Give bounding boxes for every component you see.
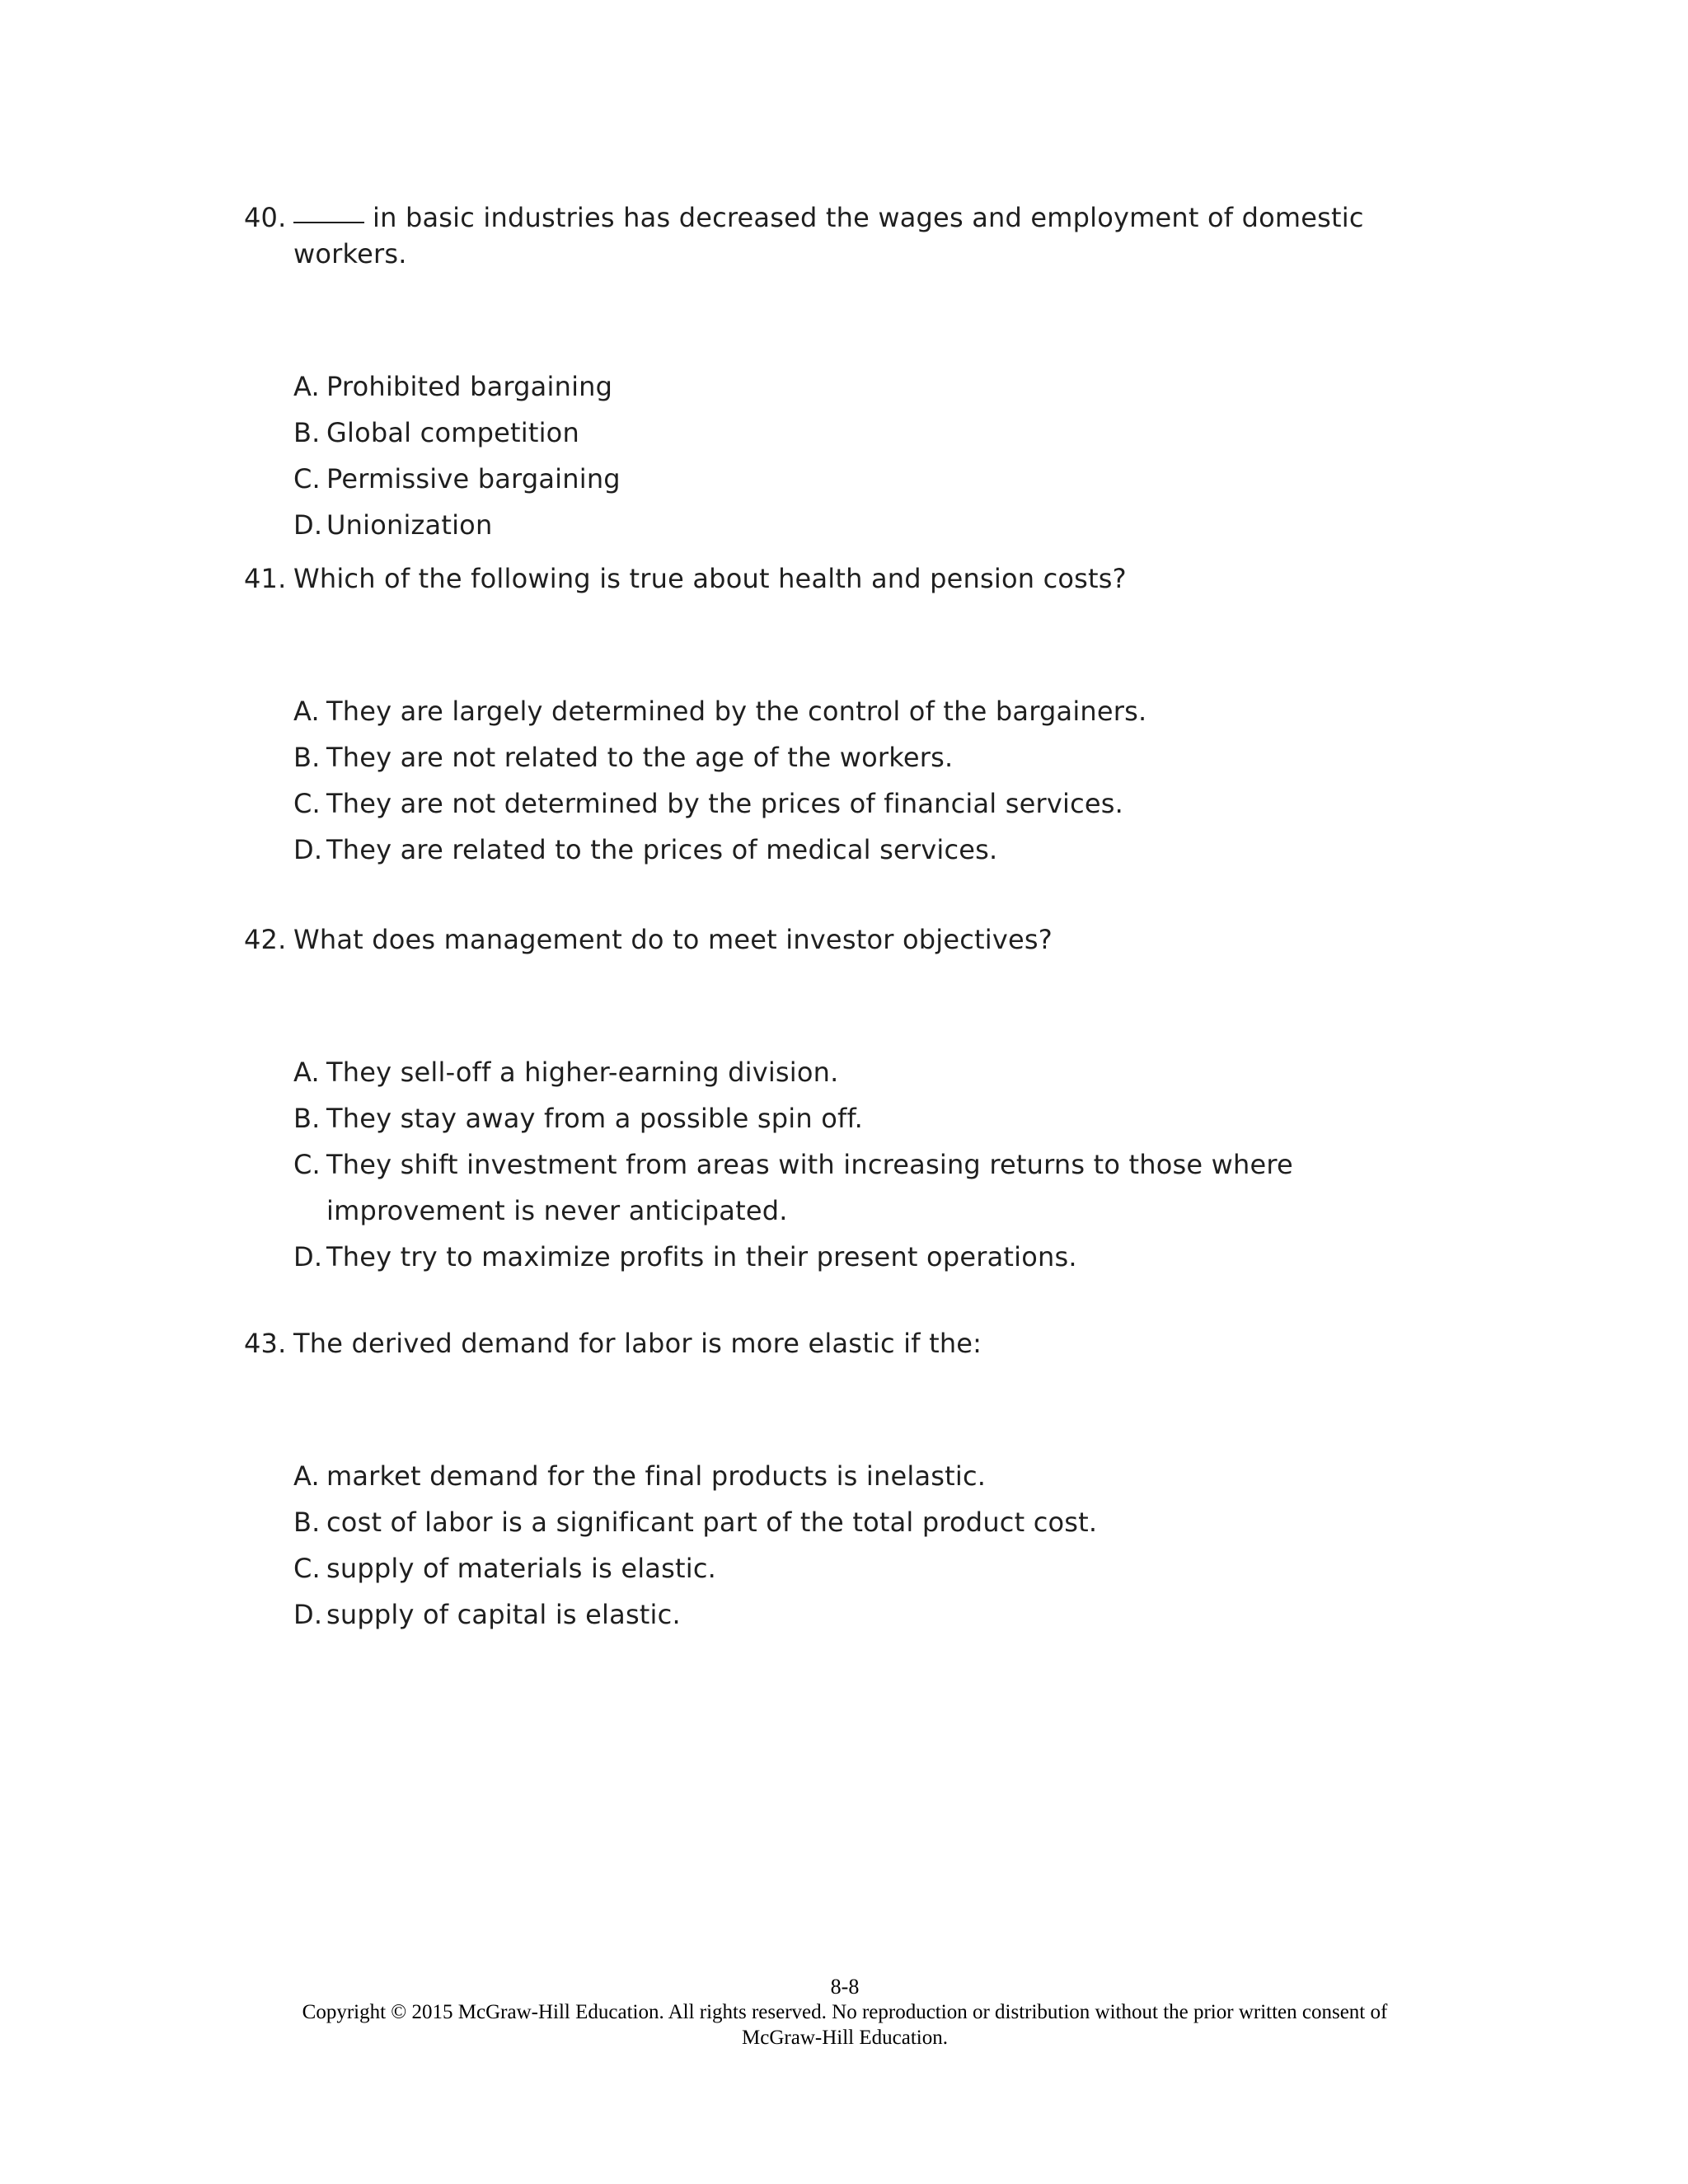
answer-options: [293, 363, 1447, 548]
option-text: Unionization: [326, 509, 493, 541]
option-text: They sell-off a higher-earning division.: [326, 1057, 839, 1088]
fill-in-blank: [293, 222, 364, 223]
question-text: The derived demand for labor is more elastic if the:: [293, 1328, 982, 1359]
option-b: [293, 734, 1447, 780]
option-d: [293, 502, 1447, 548]
option-a: [293, 1453, 1447, 1499]
option-d: [293, 1234, 1447, 1280]
option-text: Permissive bargaining: [326, 463, 621, 494]
option-a: [293, 1049, 1447, 1095]
option-text: They are not determined by the prices of financial services.: [326, 788, 1124, 819]
option-text: They stay away from a possible spin off.: [326, 1103, 863, 1134]
option-letter: D.: [293, 1241, 323, 1272]
option-d: [293, 827, 1447, 873]
option-b: [293, 410, 1447, 456]
option-text: supply of capital is elastic.: [326, 1599, 681, 1630]
question-text: Which of the following is true about health and pension costs?: [293, 563, 1127, 594]
option-letter: D.: [293, 834, 323, 865]
option-text: They are largely determined by the control of the bargainers.: [326, 696, 1147, 727]
option-text: They try to maximize profits in their present operations.: [326, 1241, 1077, 1272]
page-number: 8-8: [830, 1975, 860, 1999]
option-b: [293, 1095, 1447, 1141]
option-text: They are related to the prices of medical services.: [326, 834, 998, 865]
option-text: Global competition: [326, 417, 579, 448]
answer-options: [293, 1049, 1447, 1280]
option-text: Prohibited bargaining: [326, 371, 613, 402]
option-letter: C.: [293, 788, 321, 819]
option-text: market demand for the final products is inelastic.: [326, 1460, 987, 1492]
option-letter: B.: [293, 417, 321, 448]
option-letter: A.: [293, 371, 320, 402]
option-b: [293, 1499, 1447, 1545]
page-footer: [264, 1975, 1426, 2050]
question-text: in basic industries has decreased the wages and employment of domestic workers.: [293, 202, 1364, 269]
option-letter: D.: [293, 1599, 323, 1630]
option-c: [293, 1545, 1447, 1591]
option-text: They are not related to the age of the workers.: [326, 742, 954, 773]
option-letter: B.: [293, 742, 321, 773]
question-number: 40.: [244, 202, 287, 233]
question-41: [244, 560, 1447, 873]
option-letter: A.: [293, 1460, 320, 1492]
option-d: [293, 1591, 1447, 1638]
copyright-line-2: McGraw-Hill Education.: [742, 2027, 948, 2049]
question-stem: [244, 199, 1447, 272]
answer-options: [293, 688, 1447, 873]
option-a: [293, 688, 1447, 734]
option-letter: C.: [293, 463, 321, 494]
answer-options: [293, 1453, 1447, 1638]
question-40: [244, 199, 1447, 548]
question-text: What does management do to meet investor objectives?: [293, 924, 1053, 955]
question-stem: [244, 1325, 1447, 1361]
copyright-line-1: Copyright © 2015 McGraw-Hill Education. All rights reserved. No reproduction or distribution without the prior written consent of: [302, 2001, 1388, 2023]
option-text: cost of labor is a significant part of the total product cost.: [326, 1507, 1098, 1538]
option-text: supply of materials is elastic.: [326, 1553, 716, 1584]
question-number: 41.: [244, 563, 287, 594]
option-c: [293, 456, 1447, 502]
option-letter: B.: [293, 1103, 321, 1134]
question-43: [244, 1325, 1447, 1638]
question-number: 42.: [244, 924, 287, 955]
question-number: 43.: [244, 1328, 287, 1359]
option-letter: C.: [293, 1553, 321, 1584]
question-stem: [244, 560, 1447, 597]
option-c: [293, 780, 1447, 827]
option-letter: C.: [293, 1149, 321, 1180]
option-letter: D.: [293, 509, 323, 541]
option-c: [293, 1141, 1447, 1234]
question-stem: [244, 921, 1447, 958]
question-42: [244, 921, 1447, 1280]
option-text: They shift investment from areas with increasing returns to those where improvement is never anticipated.: [326, 1149, 1293, 1226]
option-a: [293, 363, 1447, 410]
option-letter: A.: [293, 1057, 320, 1088]
option-letter: B.: [293, 1507, 321, 1538]
option-letter: A.: [293, 696, 320, 727]
